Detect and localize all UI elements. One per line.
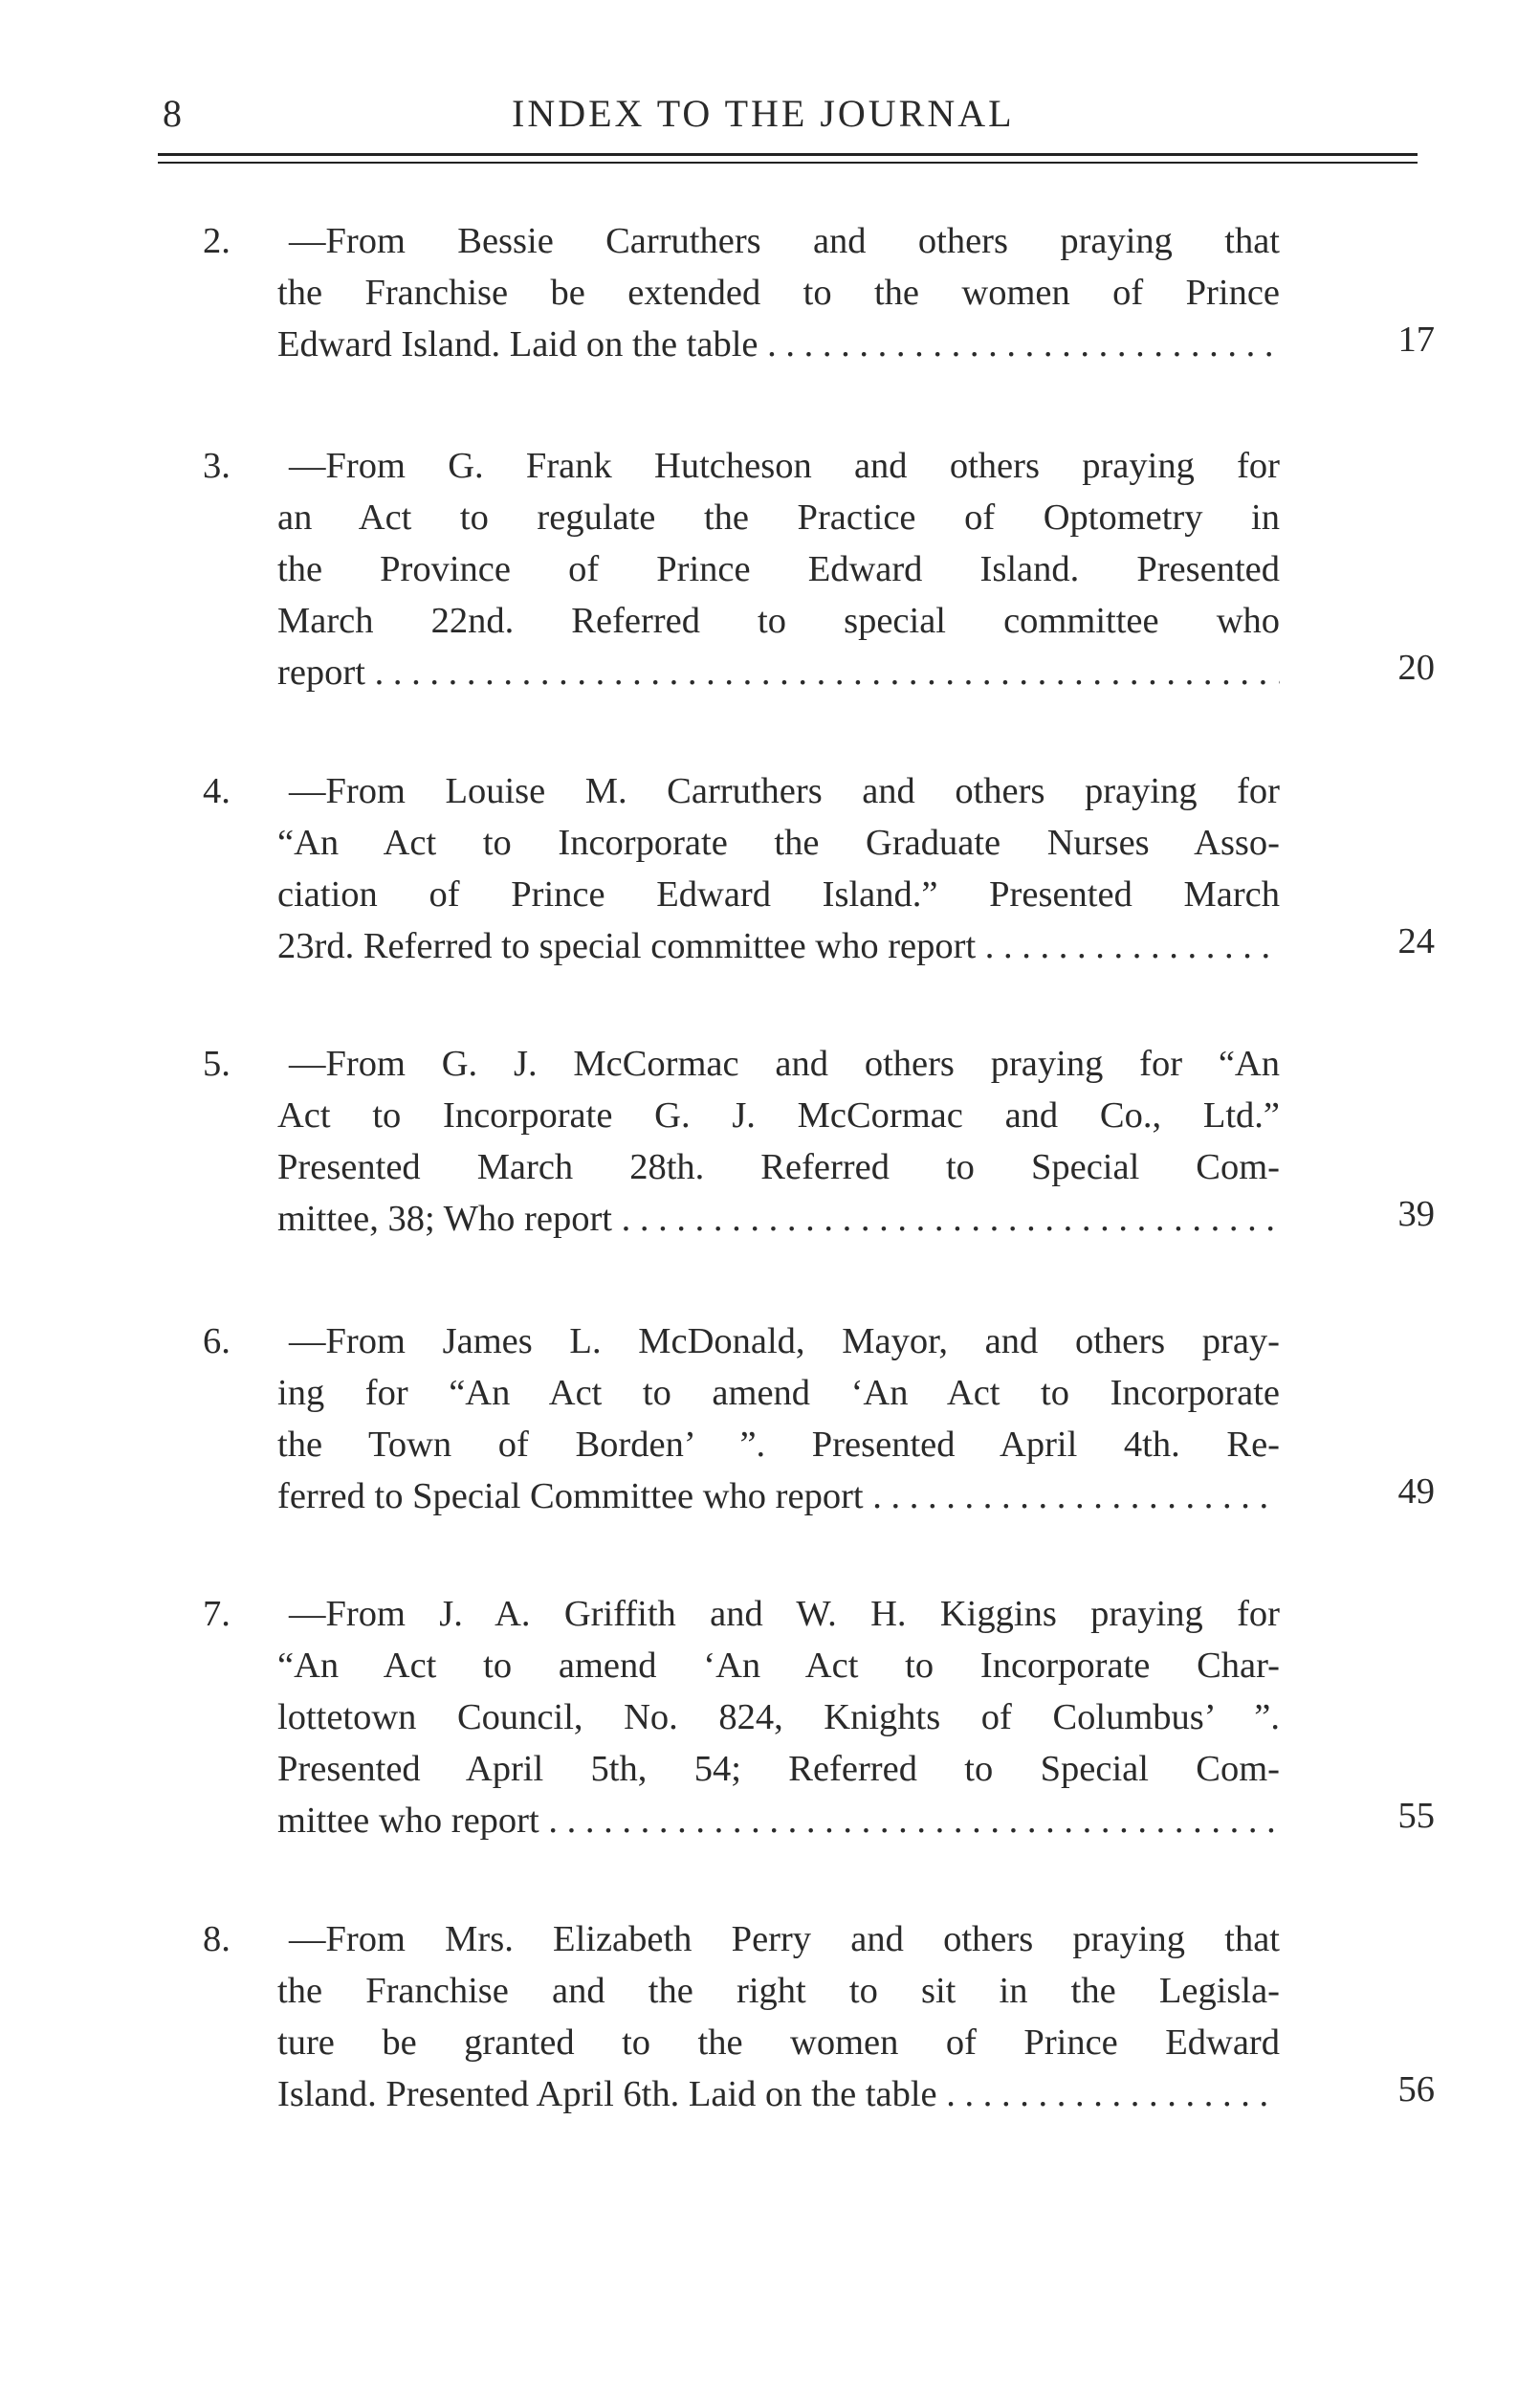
entry-text-line: mittee, 38; Who report . . . [203,1193,1280,1245]
index-entry [203,1913,1280,2120]
page-reference: 17 [1397,320,1435,360]
entry-text-line: —From G. J. McCormac and others praying for “An [289,1044,1280,1084]
entry-text-line: ciation of Prince Edward Island.” Presented March [277,874,1280,915]
entry-text-line: the Province of Prince Edward Island. Presented [277,549,1280,589]
entry-text-line: Edward Island. Laid on the table . . . [203,319,1280,370]
entry-text-line: ture be granted to the women of Prince Edward [277,2022,1280,2063]
entry-text-line: —From Mrs. Elizabeth Perry and others praying that [289,1919,1280,1959]
entry-text-line: March 22nd. Referred to special committee who [277,601,1280,641]
entry-text-line: “An Act to amend ‘An Act to Incorporate Char- [277,1646,1280,1686]
entry-text-line: Island. Presented April 6th. Laid on the table . . . [203,2068,1280,2120]
index-entry [203,440,1280,698]
entry-text-line: the Franchise be extended to the women of Prince [277,273,1280,313]
entry-text-line: the Town of Borden’ ”. Presented April 4th. Re- [277,1425,1280,1465]
entry-text-line: Act to Incorporate G. J. McCormac and Co., Ltd.” [277,1095,1280,1136]
index-entry [203,1588,1280,1846]
dot-leader [976,926,1280,966]
entry-number: 8. [203,1919,231,1959]
page-reference: 20 [1397,648,1435,688]
entry-text-line: the Franchise and the right to sit in the Legisla- [277,1971,1280,2011]
page-reference: 24 [1397,921,1435,961]
entry-text-line: ing for “An Act to amend ‘An Act to Incorporate [277,1373,1280,1413]
page-reference: 39 [1397,1194,1435,1234]
page-number: 8 [163,92,182,135]
entry-text-line: —From Louise M. Carruthers and others praying for [289,771,1280,811]
entry-number: 3. [203,446,231,486]
entry-text-line: —From Bessie Carruthers and others praying that [289,221,1280,261]
index-entry [203,1315,1280,1522]
entry-number: 5. [203,1044,231,1084]
dot-leader [365,652,1280,693]
entry-text-line: —From James L. McDonald, Mayor, and others pray- [289,1321,1280,1361]
entry-number: 2. [203,221,231,261]
entry-text-line: lottetown Council, No. 824, Knights of Columbus’ ”. [277,1697,1280,1737]
dot-leader [612,1199,1280,1239]
dot-leader [937,2074,1280,2114]
header-rule-thin [158,162,1418,164]
entry-text-line: report . . . [203,647,1280,698]
dot-leader [758,324,1280,365]
entry-text-line: “An Act to Incorporate the Graduate Nurses Asso- [277,823,1280,863]
dot-leader [864,1476,1280,1516]
entry-number: 4. [203,771,231,811]
index-entry [203,1038,1280,1245]
entry-text-line: an Act to regulate the Practice of Optometry in [277,497,1280,538]
page-reference: 49 [1397,1471,1435,1512]
entry-text-line: —From J. A. Griffith and W. H. Kiggins praying for [289,1594,1280,1634]
entry-text-line: mittee who report . . . [203,1795,1280,1846]
entry-number: 6. [203,1321,231,1361]
dot-leader [539,1800,1280,1841]
page-reference: 56 [1397,2069,1435,2110]
entry-text-line: 23rd. Referred to special committee who report . . . [203,920,1280,972]
index-entry [203,765,1280,972]
entry-text-line: Presented April 5th, 54; Referred to Special Com- [277,1749,1280,1789]
entry-number: 7. [203,1594,231,1634]
entry-text-line: Presented March 28th. Referred to Special Com- [277,1147,1280,1187]
entry-text-line: —From G. Frank Hutcheson and others praying for [289,446,1280,486]
entry-text-line: ferred to Special Committee who report . . . [203,1470,1280,1522]
page-reference: 55 [1397,1796,1435,1836]
index-entry [203,215,1280,370]
running-head: INDEX TO THE JOURNAL [512,92,1015,135]
header-rule [158,153,1418,156]
